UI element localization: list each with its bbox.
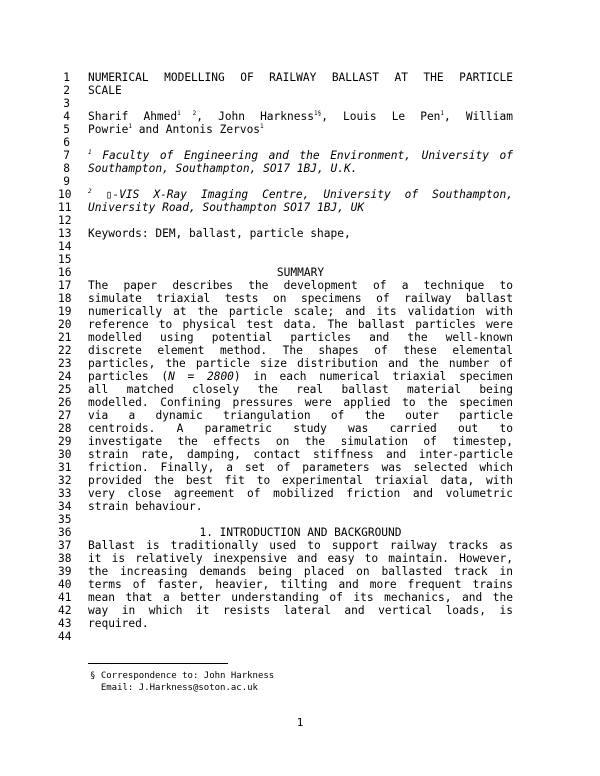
line-number: 31: [58, 461, 72, 474]
line-number: 36: [58, 526, 72, 539]
body-line: provided the best fit to experimental triaxial data, with: [88, 474, 513, 487]
line-number: 37: [58, 539, 72, 552]
line-number: 34: [58, 500, 72, 513]
line-number: 19: [58, 305, 72, 318]
affiliation: $^2$ ▯-VIS X-Ray Imaging Centre, University of Southampton,: [88, 188, 513, 201]
line-number: 30: [58, 448, 72, 461]
line-number: 39: [58, 565, 72, 578]
body-line: it is relatively inexpensive and easy to maintain. However,: [88, 552, 513, 565]
keywords: Keywords: DEM, ballast, particle shape,: [88, 227, 351, 240]
affiliation-marker: 1 2: [177, 110, 197, 117]
affiliation-marker: 1: [260, 123, 264, 130]
body-line: friction. Finally, a set of parameters was selected which: [88, 461, 513, 474]
author-list: Sharif Ahmed$^{1 2}$, John Harkness$^{1\S}$, Louis Le Pen$^1$, William: [88, 110, 513, 123]
body-line: strain rate, damping, contact stiffness and inter-particle: [88, 448, 513, 461]
body-line: reference to physical test data. The ballast particles were: [88, 318, 513, 331]
line-number: 21: [58, 331, 72, 344]
line-number: 28: [58, 422, 72, 435]
line-number: 10: [58, 188, 72, 201]
body-line: via a dynamic triangulation of the outer particle: [88, 409, 513, 422]
line-number: 44: [58, 630, 72, 643]
line-number: 5: [63, 123, 70, 136]
line-number: 14: [58, 240, 72, 253]
line-number: 9: [63, 175, 70, 188]
body-line: centroids. A parametric study was carried out to: [88, 422, 513, 435]
author-name: and Antonis Zervos: [138, 123, 261, 136]
line-number: 7: [63, 149, 70, 162]
body-line: mean that a better understanding of its mechanics, and the: [88, 591, 513, 604]
line-number: 32: [58, 474, 72, 487]
line-number: 1: [63, 71, 70, 84]
line-number: 16: [58, 266, 72, 279]
line-number: 13: [58, 227, 72, 240]
body-line: numerically at the particle scale; and its validation with: [88, 305, 513, 318]
line-number: 27: [58, 409, 72, 422]
line-number: 41: [58, 591, 72, 604]
line-number: 43: [58, 617, 72, 630]
line-number: 24: [58, 370, 72, 383]
section-heading: 1. INTRODUCTION AND BACKGROUND: [199, 526, 402, 539]
footnote-line: § Correspondence to: John Harkness: [90, 671, 275, 681]
body-line: simulate triaxial tests on specimens of railway ballast: [88, 292, 513, 305]
line-number: 42: [58, 604, 72, 617]
line-number: 26: [58, 396, 72, 409]
author-name: William: [465, 110, 513, 123]
line-number: 33: [58, 487, 72, 500]
body-line: very close agreement of mobilized friction and volumetric: [88, 487, 513, 500]
affiliation-marker: 1§: [313, 110, 322, 117]
author-name: John Harkness: [218, 110, 314, 123]
affiliation-marker: 1: [440, 110, 445, 117]
affiliation: Southampton, Southampton, SO17 1BJ, U.K.: [88, 162, 358, 175]
line-number: 4: [63, 110, 70, 123]
body-line: The paper describes the development of a technique to: [88, 279, 513, 292]
author-name: Louis Le Pen: [342, 110, 441, 123]
particle-count: N = 2800: [168, 370, 234, 383]
line-number: 40: [58, 578, 72, 591]
line-number: 17: [58, 279, 72, 292]
line-number: 22: [58, 344, 72, 357]
body-line: investigate the effects on the simulation of timestep,: [88, 435, 513, 448]
body-line: modelled. Confining pressures were applied to the specimen: [88, 396, 513, 409]
line-number: 15: [58, 253, 72, 266]
line-number: 6: [63, 136, 70, 149]
affiliation-marker: 1: [88, 149, 92, 156]
section-heading: SUMMARY: [276, 266, 325, 279]
line-number: 35: [58, 513, 72, 526]
author-name: Sharif Ahmed: [88, 110, 178, 123]
paper-title-line: NUMERICAL MODELLING OF RAILWAY BALLAST AT THE PARTICLE: [88, 71, 513, 84]
body-line: Ballast is traditionally used to support railway tracks as: [88, 539, 513, 552]
line-number: 25: [58, 383, 72, 396]
body-line: particles (N = 2800) in each numerical triaxial specimen: [88, 370, 514, 383]
line-number: 3: [63, 97, 70, 110]
body-line: terms of faster, heavier, tilting and more frequent trains: [88, 578, 513, 591]
body-line: way in which it resists lateral and vertical loads, is: [88, 604, 513, 617]
author-name: Powrie: [88, 123, 129, 136]
line-number: 8: [63, 162, 70, 175]
body-line: the increasing demands being placed on ballasted track in: [88, 565, 513, 578]
footnote-rule: [88, 663, 228, 664]
line-number: 23: [58, 357, 72, 370]
body-line: strain behaviour.: [88, 500, 203, 513]
line-number: 29: [58, 435, 72, 448]
paper-title-line: SCALE: [88, 84, 122, 97]
line-number: 18: [58, 292, 72, 305]
line-number: 20: [58, 318, 72, 331]
line-number: 11: [58, 201, 72, 214]
author-list: [88, 123, 513, 136]
affiliation: University Road, Southampton SO17 1BJ, UK: [88, 201, 365, 214]
body-line: discrete element method. The shapes of these elemental: [88, 344, 513, 357]
affiliation-marker: 2: [88, 188, 92, 195]
body-line: particles, the particle size distribution and the number of: [88, 357, 513, 370]
body-line: required.: [88, 617, 149, 630]
line-number: 38: [58, 552, 72, 565]
line-number: 2: [63, 84, 70, 97]
body-line: modelled using potential particles and the well-known: [88, 331, 513, 344]
body-line: all matched closely the real ballast material being: [88, 383, 513, 396]
page-number: 1: [296, 716, 304, 729]
affiliation: $^1$ Faculty of Engineering and the Environment, University of: [88, 149, 513, 162]
footnote-line: Email: J.Harkness@soton.ac.uk: [90, 683, 258, 693]
line-number: 12: [58, 214, 72, 227]
affiliation-marker: 1: [128, 123, 133, 130]
